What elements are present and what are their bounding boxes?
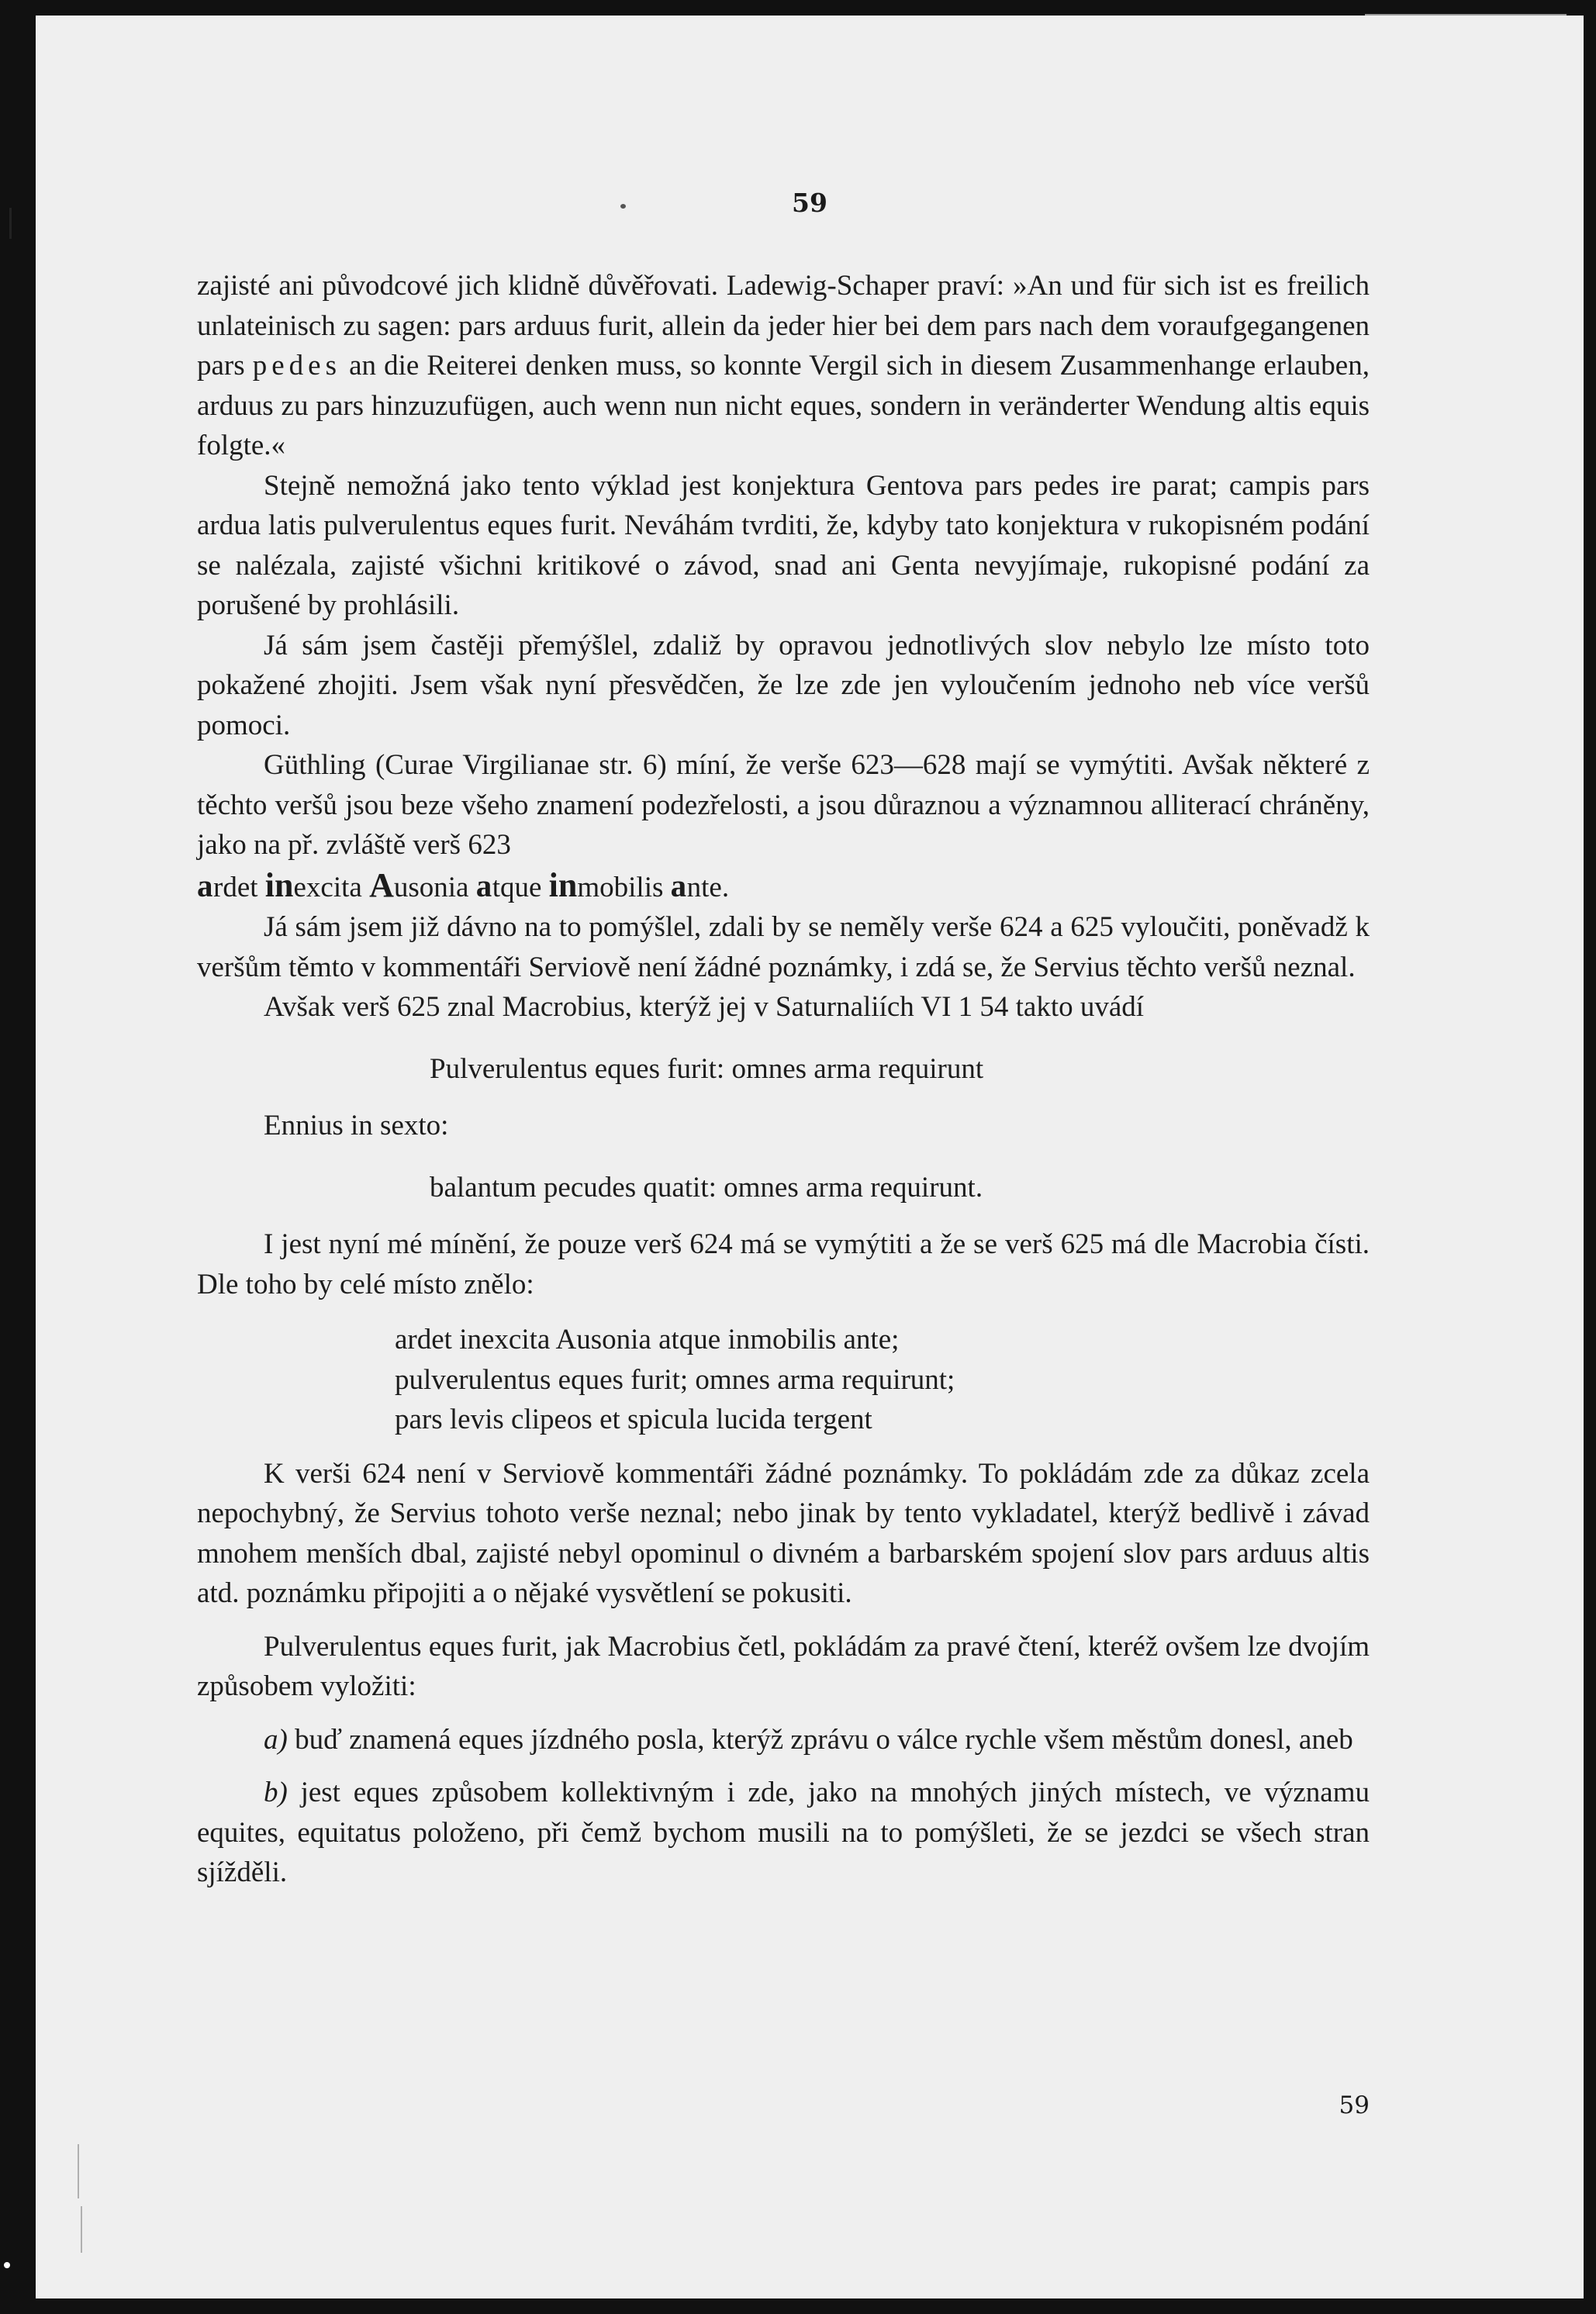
verse-line: ardet inexcita Ausonia atque inmobilis ante; [395, 1324, 900, 1356]
list-item-a [197, 1720, 1370, 1760]
list-item-b [197, 1773, 1370, 1893]
spaced-word-pedes: pedes [252, 350, 341, 382]
ink-speck [620, 204, 626, 209]
quote-ennius: balantum pecudes quatit: omnes arma requirunt. [430, 1171, 983, 1204]
list-item-text: buď znamená eques jízdného posla, kterýž zprávu o válce rychle všem městům donesl, aneb [287, 1723, 1353, 1756]
verse-line: pars levis clipeos et spicula lucida tergent [395, 1404, 872, 1435]
paragraph-pulverulentus: Pulverulentus eques furit, jak Macrobius četl, pokládám za pravé čtení, kteréž ovšem lze dvojím způsobem vyložiti: [197, 1630, 1370, 1702]
list-label-b: b) [264, 1777, 288, 1808]
paragraph-mineni: I jest nyní mé mínění, že pouze verš 624 má se vymýtiti a že se verš 625 má dle Macrobia čísti. Dle toho by celé místo znělo: [197, 1228, 1370, 1300]
margin-mark [9, 208, 12, 239]
ennius-label: Ennius in sexto: [264, 1110, 449, 1141]
document-page [36, 16, 1584, 2298]
margin-mark [78, 2144, 79, 2198]
paragraph-vylouciti: Já sám jsem již dávno na to pomýšlel, zdali by se neměly verše 624 a 625 vyloučiti, poněvadž k veršům těmto v kommentáři Serviově není žádné poznámky, i zdá se, že Servius těchto veršů neznal. [197, 911, 1370, 983]
paragraph-text: zajisté ani původcové jich klidně důvěřovati. Ladewig-Schaper praví: »An und für sich ist es freilich unlateinisch zu sagen: pars arduus furit, allein da jeder hier bei dem pars nach dem voraufgegangenen pars [197, 270, 1370, 382]
paragraph-text: an die Reiterei denken muss, so konnte Vergil sich in diesem Zusammenhange erlauben, arduus zu pars hinzuzufügen, auch wenn nun nicht eques, sondern in veränderter Wendung altis equis folgte.« [197, 350, 1370, 461]
list-item-text: jest eques způsobem kollektivným i zde, jako na mnohých jiných místech, ve významu equites, equitatus položeno, při čemž bychom musili na to pomýšleti, že se jezdci se všech stran sjížděli. [197, 1777, 1370, 1888]
paragraph-ladewig [197, 266, 1370, 466]
paragraph-text: Güthling (Curae Virgilianae str. 6) míní, že verše 623—628 mají se vymýtiti. Avšak některé z těchto veršů jsou beze všeho znamení podezřelosti, a jsou důraznou a významnou alliterací chráněny, jako na př. zvláště verš 623 [197, 749, 1370, 861]
paragraph-verse-624: K verši 624 není v Serviově kommentáři žádné poznámky. To pokládám zde za důkaz zcela nepochybný, že Servius tohoto verše neznal; nebo jinak by tento vykladatel, kterýž bedlivě i závad mnohem menších dbal, zajisté nebyl opominul o divném a barbarském spojení slov pars arduus altis atd. poznámku připojiti a o nějaké vysvětlení se pokusiti. [197, 1457, 1370, 1609]
page-number-bottom: 59 [1339, 2091, 1370, 2119]
verse-block [197, 1320, 1370, 1440]
paragraph-guthling [197, 745, 1370, 907]
body-text [197, 266, 1370, 1893]
quote-macrobius: Pulverulentus eques furit: omnes arma requirunt [430, 1052, 984, 1085]
alliteration-line: ardet inexcita Ausonia atque inmobilis ante. [197, 865, 730, 904]
page-number-top: 59 [792, 188, 827, 218]
paragraph-gentova: Stejně nemožná jako tento výklad jest konjektura Gentova pars pedes ire parat; campis pars ardua latis pulverulentus eques furit. Neváhám tvrditi, že, kdyby tato konjektura v rukopisném podání se nalézala, zajisté všichni kritikové o závod, snad ani Genta nevyjímaje, rukopisné podání za porušené by prohlásili. [197, 469, 1370, 621]
margin-mark [81, 2206, 82, 2253]
paragraph-macrobius: Avšak verš 625 znal Macrobius, kterýž jej v Saturnaliích VI 1 54 takto uvádí [264, 991, 1145, 1023]
verse-line: pulverulentus eques furit; omnes arma requirunt; [395, 1363, 955, 1396]
margin-dot [4, 2262, 10, 2268]
paragraph-opravou: Já sám jsem častěji přemýšlel, zdaliž by opravou jednotlivých slov nebylo lze místo toto pokažené zhojiti. Jsem však nyní přesvědčen, že lze zde jen vyloučením jednoho neb více veršů pomoci. [197, 629, 1370, 741]
list-label-a: a) [264, 1723, 288, 1756]
